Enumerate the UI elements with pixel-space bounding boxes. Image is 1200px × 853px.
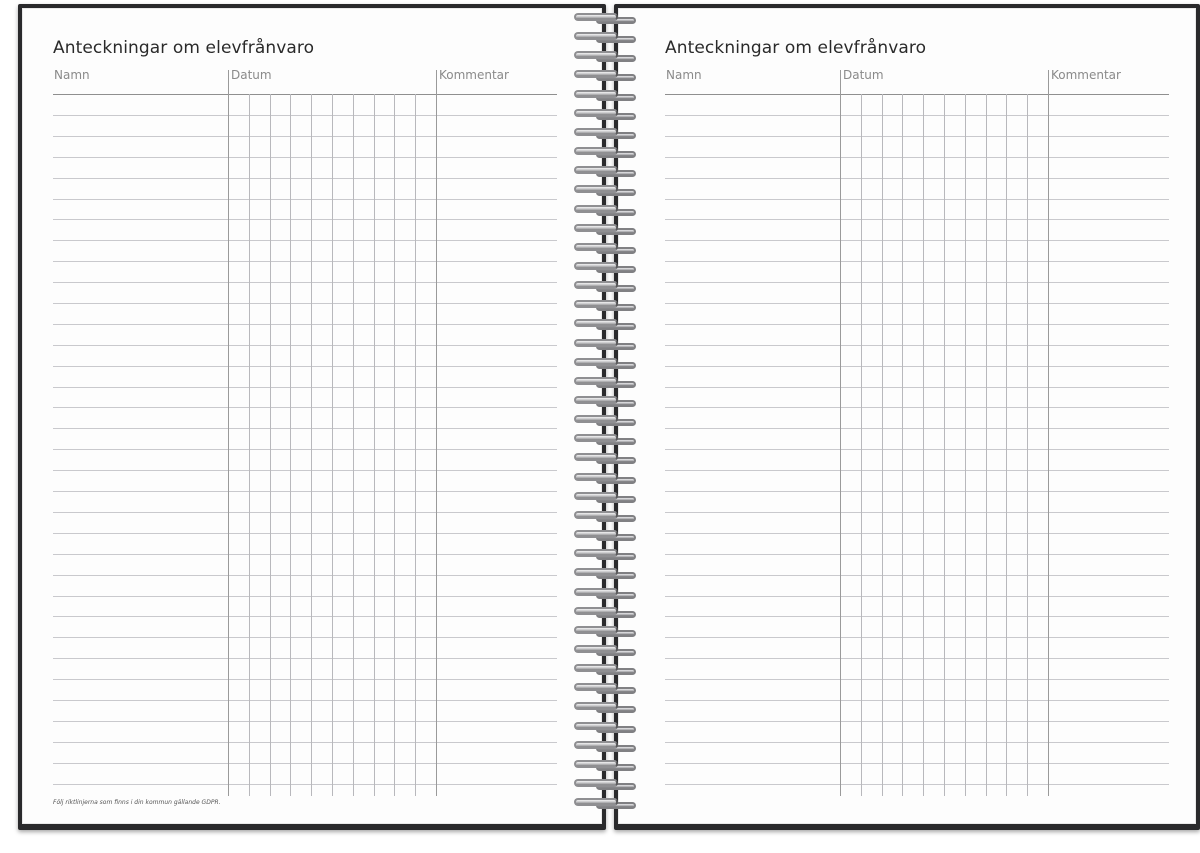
table-row-rule bbox=[53, 491, 557, 492]
spiral-coil bbox=[572, 165, 638, 177]
table-row-rule bbox=[665, 533, 1169, 534]
spiral-coil bbox=[572, 280, 638, 292]
date-subcolumn-rule bbox=[374, 94, 375, 796]
table-row-rule bbox=[665, 679, 1169, 680]
table-row-rule bbox=[53, 407, 557, 408]
table-row-rule bbox=[53, 721, 557, 722]
table-row-rule bbox=[665, 449, 1169, 450]
table-row-rule bbox=[665, 637, 1169, 638]
left-page bbox=[22, 8, 602, 824]
date-subcolumn-rule bbox=[332, 94, 333, 796]
table-row-rule bbox=[665, 428, 1169, 429]
spiral-coil bbox=[572, 721, 638, 733]
table-row-rule bbox=[665, 742, 1169, 743]
column-divider bbox=[1048, 70, 1049, 796]
table-row-rule bbox=[665, 157, 1169, 158]
spiral-coil bbox=[572, 548, 638, 560]
table-row-rule bbox=[665, 658, 1169, 659]
table-row-rule bbox=[53, 199, 557, 200]
table-row-rule bbox=[665, 324, 1169, 325]
right-absence-table bbox=[665, 64, 1169, 796]
spiral-coil bbox=[572, 663, 638, 675]
table-row-rule bbox=[53, 219, 557, 220]
column-divider bbox=[840, 70, 841, 796]
table-row-rule bbox=[665, 387, 1169, 388]
spiral-coil bbox=[572, 395, 638, 407]
table-row-rule bbox=[53, 261, 557, 262]
table-row-rule bbox=[53, 240, 557, 241]
table-row-rule bbox=[53, 616, 557, 617]
table-row-rule bbox=[665, 261, 1169, 262]
spiral-coil bbox=[572, 242, 638, 254]
spiral-coil bbox=[572, 587, 638, 599]
table-row-rule bbox=[53, 679, 557, 680]
date-subcolumn-rule bbox=[861, 94, 862, 796]
spiral-coil bbox=[572, 701, 638, 713]
spiral-coil bbox=[572, 644, 638, 656]
table-row-rule bbox=[665, 199, 1169, 200]
table-row-rule bbox=[53, 575, 557, 576]
table-row-rule bbox=[665, 721, 1169, 722]
table-row-rule bbox=[53, 115, 557, 116]
spiral-coil bbox=[572, 472, 638, 484]
spiral-coil bbox=[572, 261, 638, 273]
spiral-coil bbox=[572, 625, 638, 637]
date-subcolumn-rule bbox=[249, 94, 250, 796]
table-row-rule bbox=[53, 700, 557, 701]
table-row-rule bbox=[53, 345, 557, 346]
table-row-rule bbox=[665, 470, 1169, 471]
table-row-rule bbox=[53, 596, 557, 597]
gdpr-footnote: Följ riktlinjerna som finns i din kommun gällande GDPR. bbox=[53, 799, 221, 806]
date-subcolumn-rule bbox=[290, 94, 291, 796]
spiral-coil bbox=[572, 223, 638, 235]
column-divider bbox=[436, 70, 437, 796]
table-row-rule bbox=[665, 136, 1169, 137]
table-row-rule bbox=[665, 240, 1169, 241]
table-row-rule bbox=[665, 700, 1169, 701]
table-row-rule bbox=[53, 366, 557, 367]
table-row-rule bbox=[53, 178, 557, 179]
spiral-coil bbox=[572, 778, 638, 790]
spiral-coil bbox=[572, 759, 638, 771]
date-subcolumn-rule bbox=[415, 94, 416, 796]
spiral-coil bbox=[572, 127, 638, 139]
table-row-rule bbox=[53, 282, 557, 283]
table-row-rule bbox=[665, 219, 1169, 220]
column-divider bbox=[228, 70, 229, 796]
spiral-coil bbox=[572, 146, 638, 158]
table-row-rule bbox=[665, 282, 1169, 283]
spiral-coil bbox=[572, 491, 638, 503]
table-row-rule bbox=[53, 157, 557, 158]
table-row-rule bbox=[665, 763, 1169, 764]
table-row-rule bbox=[53, 763, 557, 764]
right-page-title: Anteckningar om elevfrånvaro bbox=[665, 38, 927, 58]
table-row-rule bbox=[665, 554, 1169, 555]
column-header-date: Datum bbox=[231, 68, 272, 82]
spiral-coil bbox=[572, 184, 638, 196]
spiral-binding bbox=[572, 12, 638, 808]
table-row-rule bbox=[53, 324, 557, 325]
table-row-rule bbox=[665, 115, 1169, 116]
spiral-coil bbox=[572, 414, 638, 426]
table-row-rule bbox=[53, 136, 557, 137]
spiral-coil bbox=[572, 31, 638, 43]
table-row-rule bbox=[53, 512, 557, 513]
spiral-coil bbox=[572, 376, 638, 388]
spiral-coil bbox=[572, 318, 638, 330]
spiral-coil bbox=[572, 740, 638, 752]
column-header-name: Namn bbox=[666, 68, 702, 82]
table-row-rule bbox=[665, 616, 1169, 617]
table-row-rule bbox=[665, 407, 1169, 408]
spiral-coil bbox=[572, 606, 638, 618]
date-subcolumn-rule bbox=[311, 94, 312, 796]
table-row-rule bbox=[665, 784, 1169, 785]
table-header-rule bbox=[53, 94, 557, 95]
right-page bbox=[618, 8, 1196, 824]
table-row-rule bbox=[53, 470, 557, 471]
table-row-rule bbox=[665, 491, 1169, 492]
date-subcolumn-rule bbox=[1027, 94, 1028, 796]
spiral-coil bbox=[572, 299, 638, 311]
table-header-rule bbox=[665, 94, 1169, 95]
spiral-coil bbox=[572, 510, 638, 522]
column-header-name: Namn bbox=[54, 68, 90, 82]
date-subcolumn-rule bbox=[270, 94, 271, 796]
table-row-rule bbox=[53, 554, 557, 555]
spiral-coil bbox=[572, 204, 638, 216]
spiral-coil bbox=[572, 108, 638, 120]
spiral-coil bbox=[572, 89, 638, 101]
spiral-coil bbox=[572, 50, 638, 62]
spiral-coil bbox=[572, 682, 638, 694]
date-subcolumn-rule bbox=[902, 94, 903, 796]
column-header-comment: Kommentar bbox=[439, 68, 509, 82]
table-row-rule bbox=[665, 596, 1169, 597]
column-header-date: Datum bbox=[843, 68, 884, 82]
spiral-coil bbox=[572, 357, 638, 369]
table-row-rule bbox=[665, 345, 1169, 346]
table-row-rule bbox=[53, 784, 557, 785]
table-row-rule bbox=[53, 658, 557, 659]
table-row-rule bbox=[53, 742, 557, 743]
spiral-coil bbox=[572, 797, 638, 809]
table-row-rule bbox=[53, 303, 557, 304]
table-row-rule bbox=[53, 449, 557, 450]
spiral-coil bbox=[572, 69, 638, 81]
date-subcolumn-rule bbox=[353, 94, 354, 796]
table-row-rule bbox=[53, 428, 557, 429]
date-subcolumn-rule bbox=[394, 94, 395, 796]
spiral-coil bbox=[572, 433, 638, 445]
spiral-coil bbox=[572, 452, 638, 464]
table-row-rule bbox=[665, 512, 1169, 513]
table-row-rule bbox=[665, 178, 1169, 179]
date-subcolumn-rule bbox=[944, 94, 945, 796]
spiral-coil bbox=[572, 12, 638, 24]
column-header-comment: Kommentar bbox=[1051, 68, 1121, 82]
spiral-coil bbox=[572, 529, 638, 541]
date-subcolumn-rule bbox=[1006, 94, 1007, 796]
spiral-coil bbox=[572, 338, 638, 350]
table-row-rule bbox=[665, 366, 1169, 367]
date-subcolumn-rule bbox=[986, 94, 987, 796]
table-row-rule bbox=[53, 387, 557, 388]
date-subcolumn-rule bbox=[923, 94, 924, 796]
spiral-coil bbox=[572, 567, 638, 579]
date-subcolumn-rule bbox=[882, 94, 883, 796]
left-page-title: Anteckningar om elevfrånvaro bbox=[53, 38, 315, 58]
date-subcolumn-rule bbox=[965, 94, 966, 796]
table-row-rule bbox=[665, 575, 1169, 576]
table-row-rule bbox=[665, 303, 1169, 304]
left-absence-table bbox=[53, 64, 557, 796]
table-row-rule bbox=[53, 637, 557, 638]
table-row-rule bbox=[53, 533, 557, 534]
